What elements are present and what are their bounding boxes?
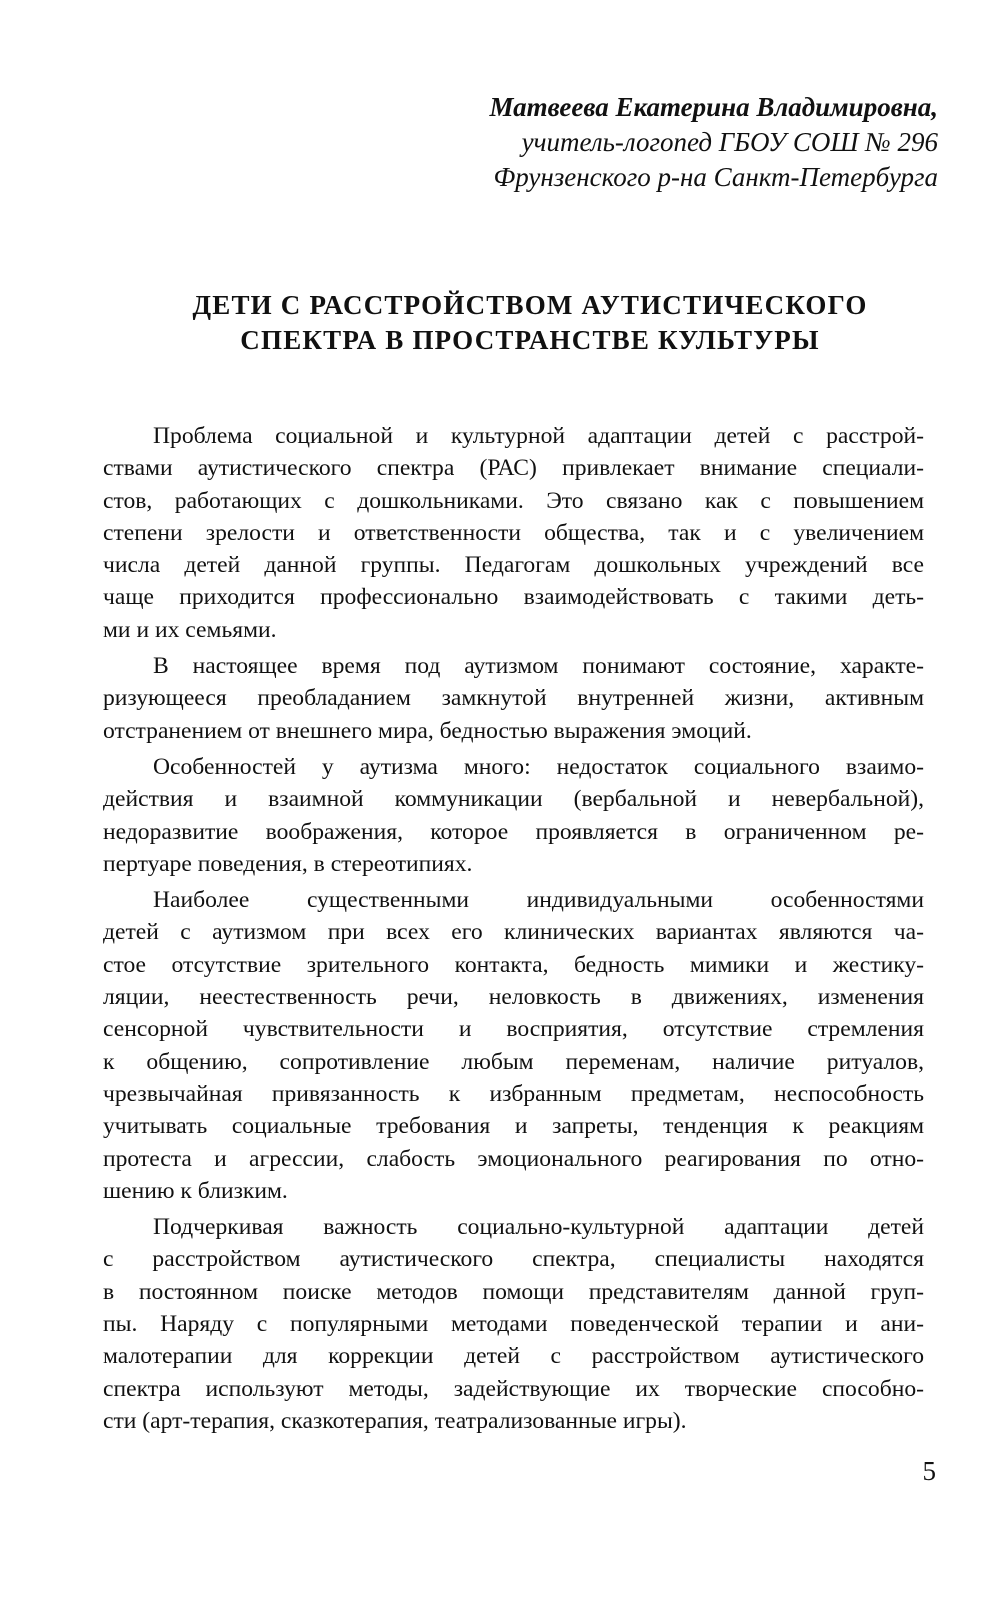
article-title-line-2: СПЕКТРА В ПРОСТРАНСТВЕ КУЛЬТУРЫ	[240, 325, 820, 355]
text-line: чаще приходится профессионально взаимодействовать с такими деть-	[103, 584, 924, 611]
text-line: Особенностей у аутизма много: недостаток социального взаимо-	[153, 753, 924, 780]
text-line: В настоящее время под аутизмом понимают состояние, характе-	[153, 653, 924, 680]
text-line: сенсорной чувствительности и восприятия, отсутствие стремления	[103, 1016, 924, 1043]
paragraph-1	[103, 420, 924, 646]
text-line: ми и их семьями.	[103, 616, 277, 643]
text-line: пы. Наряду с популярными методами поведенческой терапии и ани-	[103, 1311, 924, 1338]
text-line: отстранением от внешнего мира, бедностью выражения эмоций.	[103, 717, 752, 744]
paragraph-4	[103, 884, 924, 1207]
text-line: действия и взаимной коммуникации (вербальной и невербальной),	[103, 786, 924, 813]
text-line: в постоянном поиске методов помощи представителям данной груп-	[103, 1278, 924, 1305]
text-line: ствами аутистического спектра (РАС) привлекает внимание специали-	[103, 455, 924, 482]
paragraph-3	[103, 751, 924, 880]
page-number: 5	[922, 1456, 936, 1486]
text-line: Подчеркивая важность социально-культурной адаптации детей	[153, 1214, 924, 1241]
text-line: пертуаре поведения, в стереотипиях.	[103, 850, 473, 877]
text-line: чрезвычайная привязанность к избранным предметам, неспособность	[103, 1080, 924, 1107]
text-line: Наиболее существенными индивидуальными особенностями	[153, 887, 924, 914]
text-line: стое отсутствие зрительного контакта, бедность мимики и жестику-	[103, 951, 924, 978]
text-line: ризующееся преобладанием замкнутой внутренней жизни, активным	[103, 685, 924, 712]
text-line: к общению, сопротивление любым переменам, наличие ритуалов,	[103, 1048, 924, 1075]
text-line: малотерапии для коррекции детей с расстройством аутистического	[103, 1343, 924, 1370]
text-line: стов, работающих с дошкольниками. Это связано как с повышением	[103, 487, 924, 514]
text-line: Проблема социальной и культурной адаптации детей с расстрой-	[153, 423, 924, 449]
text-line: протеста и агрессии, слабость эмоционального реагирования по отно-	[103, 1145, 924, 1172]
text-line: детей с аутизмом при всех его клинических вариантах являются ча-	[103, 919, 924, 946]
text-line: с расстройством аутистического спектра, специалисты находятся	[103, 1246, 924, 1273]
paragraph-5	[103, 1211, 924, 1437]
article-body	[103, 420, 924, 1441]
text-line: ляции, неестественность речи, неловкость в движениях, изменения	[103, 984, 924, 1011]
author-name: Матвеева Екатерина Владимировна,	[489, 92, 938, 122]
text-line: недоразвитие воображения, которое проявляется в ограниченном ре-	[103, 818, 924, 845]
author-block	[298, 90, 938, 195]
text-line: сти (арт-терапия, сказкотерапия, театрализованные игры).	[103, 1407, 687, 1434]
author-position: учитель-логопед ГБОУ СОШ № 296	[521, 127, 938, 157]
article-title	[100, 288, 960, 358]
text-line: учитывать социальные требования и запреты, тенденция к реакциям	[103, 1113, 924, 1140]
text-line: шению к близким.	[103, 1177, 288, 1204]
text-line: спектра используют методы, задействующие их творческие способно-	[103, 1375, 924, 1402]
article-title-line-1: ДЕТИ С РАССТРОЙСТВОМ АУТИСТИЧЕСКОГО	[192, 290, 868, 320]
text-line: степени зрелости и ответственности общества, так и с увеличением	[103, 519, 924, 546]
paragraph-2	[103, 650, 924, 747]
author-location: Фрунзенского р-на Санкт-Петербурга	[493, 162, 938, 192]
text-line: числа детей данной группы. Педагогам дошкольных учреждений все	[103, 552, 924, 579]
